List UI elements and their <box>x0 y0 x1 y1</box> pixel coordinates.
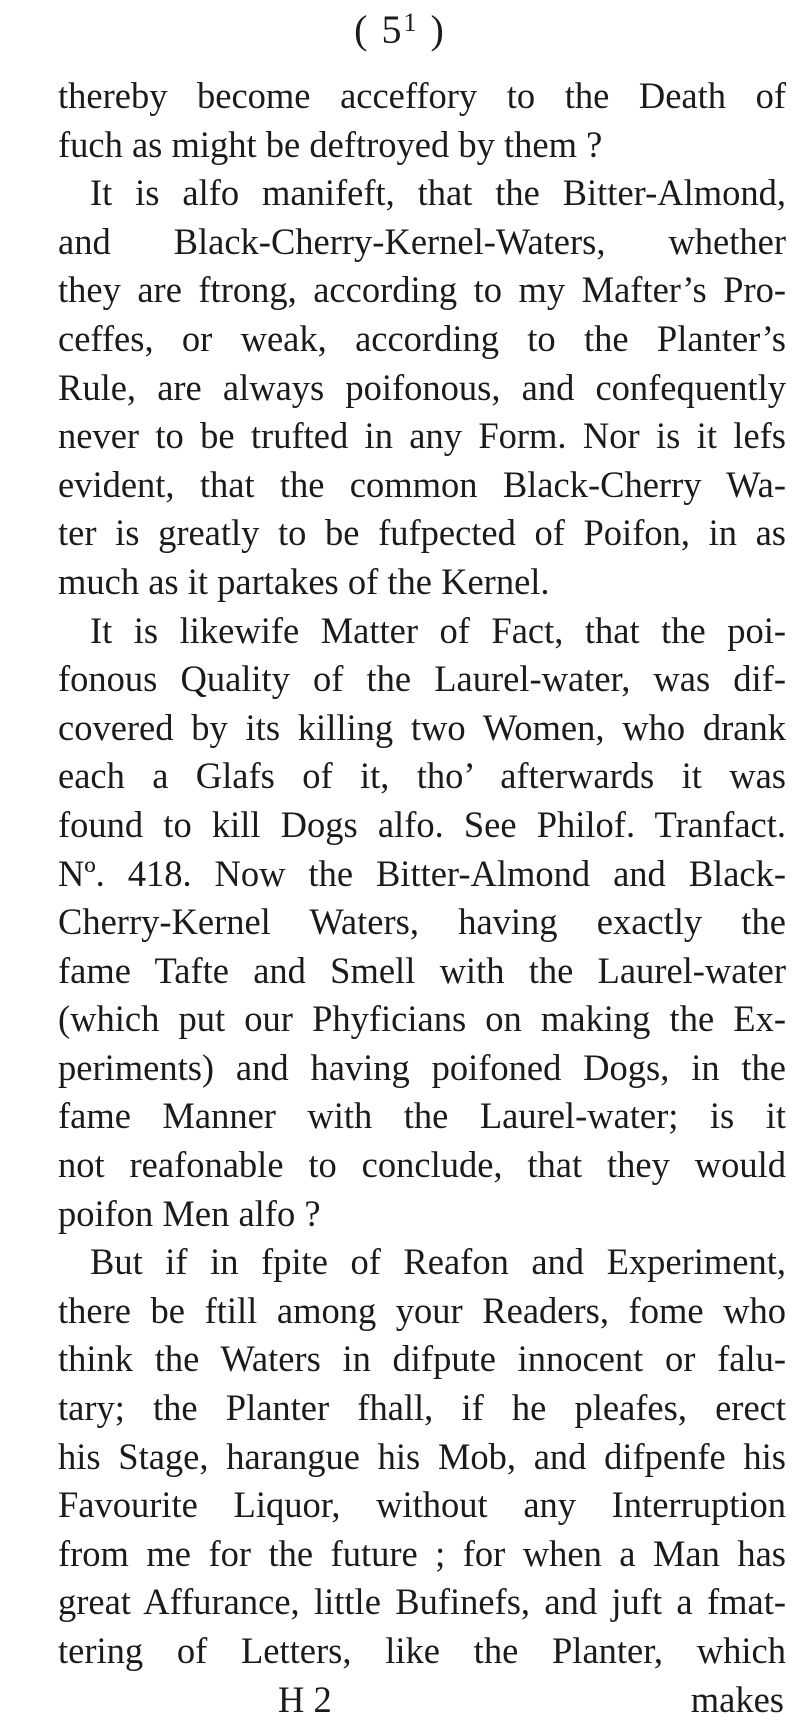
text-line: never to be trufted in any Form. Nor is it lefs <box>58 415 786 457</box>
text-line: It is alfo manifeft, that the Bitter-Almond, <box>90 172 786 214</box>
text-line: fuch as might be deftroyed by them ? <box>58 123 603 165</box>
body-text <box>58 72 786 1724</box>
text-line: But if in fpite of Reafon and Experiment, <box>90 1241 786 1283</box>
text-line: each a Glafs of it, tho’ afterwards it was <box>58 755 786 797</box>
text-line: ter is greatly to be fufpected of Poifon, in as <box>58 512 786 554</box>
text-line: fame Manner with the Laurel-water; is it <box>58 1095 786 1137</box>
text-line: periments) and having poifoned Dogs, in the <box>58 1046 786 1088</box>
text-line: not reafonable to conclude, that they would <box>58 1144 786 1186</box>
text-line: there be ftill among your Readers, fome who <box>58 1289 786 1331</box>
page-footer <box>58 1676 786 1724</box>
text-line: evident, that the common Black-Cherry Wa- <box>58 463 786 505</box>
header-paren-open: ( <box>354 7 370 52</box>
page-number-header <box>0 7 800 52</box>
header-paren-close: ) <box>430 7 446 52</box>
text-line: think the Waters in difpute innocent or falu- <box>58 1338 786 1380</box>
text-line: ceffes, or weak, according to the Planter’s <box>58 317 786 359</box>
text-line: from me for the future ; for when a Man has <box>58 1532 786 1574</box>
text-line: Rule, are always poifonous, and confequently <box>58 366 786 408</box>
page-number: 5 <box>381 7 404 52</box>
text-line: (which put our Phyficians on making the Ex- <box>58 998 786 1040</box>
signature-mark: H 2 <box>278 1678 332 1720</box>
text-line: they are ftrong, according to my Mafter’s Pro- <box>58 269 786 311</box>
text-line: fonous Quality of the Laurel-water, was dif- <box>58 658 786 700</box>
text-line: poifon Men alfo ? <box>58 1192 321 1234</box>
text-line: It is likewife Matter of Fact, that the poi- <box>90 609 786 651</box>
text-line: much as it partakes of the Kernel. <box>58 560 550 602</box>
text-line: found to kill Dogs alfo. See Philof. Tranfact. <box>58 803 786 845</box>
text-line: Cherry-Kernel Waters, having exactly the <box>58 901 786 943</box>
text-line: covered by its killing two Women, who drank <box>58 706 786 748</box>
text-line: his Stage, harangue his Mob, and difpenfe his <box>58 1435 786 1477</box>
text-line: tering of Letters, like the Planter, which <box>58 1630 786 1671</box>
text-line: thereby become acceffory to the Death of <box>58 75 786 116</box>
text-line: fame Tafte and Smell with the Laurel-water <box>58 949 786 991</box>
text-line: Nº. 418. Now the Bitter-Almond and Black- <box>58 852 786 894</box>
text-line: great Affurance, little Bufinefs, and juft a fmat- <box>58 1581 786 1623</box>
text-line: and Black-Cherry-Kernel-Waters, whether <box>58 220 786 262</box>
text-line: Favourite Liquor, without any Interruption <box>58 1484 786 1526</box>
page-number-superscript: 1 <box>403 8 419 37</box>
text-line: tary; the Planter fhall, if he pleafes, erect <box>58 1387 786 1429</box>
catchword: makes <box>690 1678 784 1720</box>
